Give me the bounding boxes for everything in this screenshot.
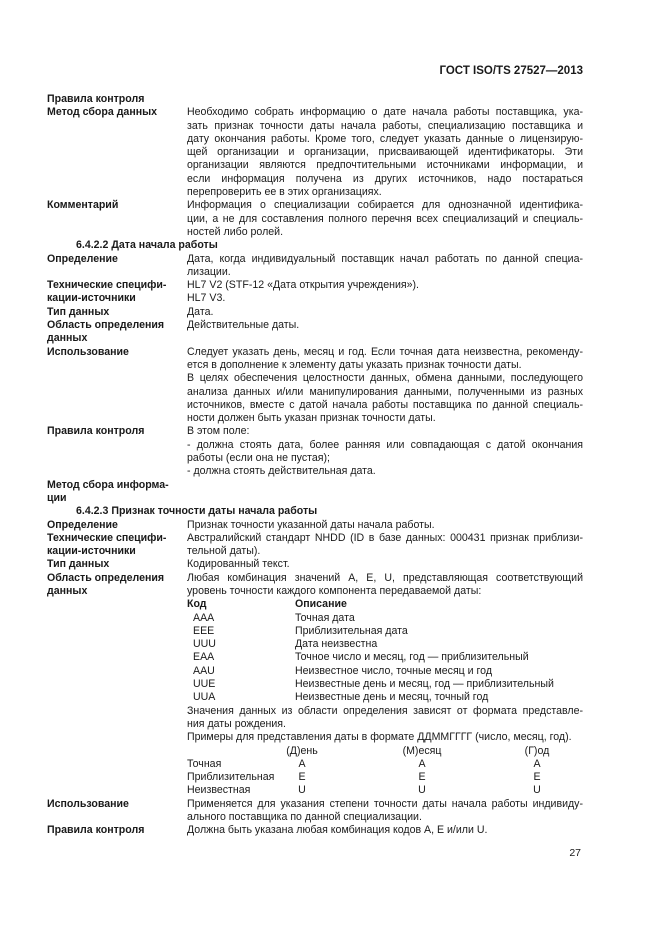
example-cell: [187, 745, 282, 758]
field-label-line: кации-источники: [47, 545, 136, 558]
field-label-line: Правила контроля: [47, 93, 145, 105]
paragraph: [187, 279, 583, 292]
text-line: Должна быть указана любая комбинация кодов A, E и/или U.: [187, 824, 488, 837]
text-line: щей организации и организации, присваивающей идентификаторы. Эти: [187, 146, 583, 159]
document-body: [47, 93, 583, 838]
text-line: Действительные даты.: [187, 319, 300, 332]
field-row: [47, 558, 583, 571]
field-row: [47, 93, 583, 106]
field-label: [47, 346, 187, 426]
field-label: [47, 479, 187, 506]
text-line: перепроверить ее в этих организациях.: [187, 186, 382, 199]
example-cell: E: [533, 771, 541, 784]
code-table-row: [187, 612, 583, 625]
paragraph: [187, 425, 583, 438]
text-line: зать признак точности даты начала работы, специализацию поставщика и: [187, 119, 583, 132]
field-label-line: Использование: [47, 797, 129, 810]
text-line: Применяется для указания степени точности даты начала работы индивиду-: [187, 797, 583, 810]
paragraph: [187, 519, 583, 532]
field-label: [47, 519, 187, 532]
paragraph: [187, 319, 583, 332]
text-line: дату окончания работы. Кроме того, следует указать данные о лицензирую-: [187, 132, 583, 145]
paragraph: [187, 572, 583, 599]
field-value: [187, 519, 583, 532]
field-value: [187, 253, 583, 280]
field-label-line: Определение: [47, 252, 118, 265]
field-row: [47, 824, 583, 837]
text-line: В целях обеспечения целостности данных, обмена данными, последующего: [187, 372, 583, 385]
code-table-header: [187, 598, 583, 611]
field-label-line: Правила контроля: [47, 425, 145, 438]
field-row: [47, 798, 583, 825]
text-line: тельной даты).: [187, 545, 261, 558]
column-header: Код: [187, 598, 207, 611]
code-cell: EEE: [193, 624, 215, 637]
field-row: [47, 479, 583, 506]
paragraph: [187, 798, 583, 825]
text-line: источников, вместе с датой начала работы поставщика по данной специаль-: [187, 398, 583, 411]
field-row: [47, 106, 583, 199]
example-cell: A: [298, 757, 306, 770]
example-cell: (Г)од: [524, 744, 550, 757]
description-cell: Точное число и месяц, год — приблизительный: [295, 651, 529, 664]
field-label: [47, 798, 187, 825]
text-line: - должна стоять действительная дата.: [187, 465, 376, 478]
description-cell: Неизвестные день и месяц, год — приблизительный: [295, 678, 554, 691]
code-cell: UUE: [193, 678, 216, 691]
text-line: ностей либо ролей.: [187, 225, 284, 238]
field-row: [47, 519, 583, 532]
field-value: [187, 279, 583, 306]
paragraph: [187, 532, 583, 559]
paragraph: [187, 705, 583, 732]
code-table-row: [187, 665, 583, 678]
paragraph: [187, 253, 583, 280]
field-label: [47, 425, 187, 478]
paragraph: [187, 346, 583, 373]
field-value: [187, 346, 583, 426]
description-cell: Точная дата: [295, 611, 355, 624]
field-label-line: Технические специфи-: [47, 531, 167, 544]
field-label-line: данных: [47, 584, 88, 597]
field-label: [47, 319, 187, 346]
text-line: ности должен быть указан признак точности даты.: [187, 412, 436, 425]
field-row: [47, 425, 583, 478]
paragraph: [187, 439, 583, 466]
text-line: ния даты рождения.: [187, 717, 286, 730]
text-line: Необходимо собрать информацию о дате начала работы поставщика, ука-: [187, 106, 583, 119]
field-label: [47, 199, 187, 239]
field-label: [47, 106, 187, 199]
paragraph: [187, 306, 583, 319]
field-value: [187, 572, 583, 798]
paragraph: [187, 199, 583, 239]
field-value: [187, 93, 583, 106]
paragraph: [187, 372, 583, 425]
paragraph: [187, 558, 583, 571]
example-cell: A: [418, 757, 426, 770]
section-heading: 6.4.2.3 Признак точности даты начала работы: [76, 505, 318, 518]
field-label-line: кации-источники: [47, 292, 136, 305]
code-table-row: [187, 651, 583, 664]
code-table-row: [187, 638, 583, 651]
field-label-line: Технические специфи-: [47, 279, 167, 292]
paragraph: [187, 292, 583, 305]
field-label-line: данных: [47, 332, 88, 345]
example-cell: U: [418, 784, 426, 797]
field-label: [47, 306, 187, 319]
text-line: уровень точности каждого компонента передаваемой даты:: [187, 584, 482, 597]
code-cell: AAA: [193, 611, 215, 624]
field-value: [187, 798, 583, 825]
field-label-line: Тип данных: [47, 305, 110, 318]
field-label-line: Определение: [47, 518, 118, 531]
text-line: Дата.: [187, 305, 214, 318]
field-value: [187, 199, 583, 239]
text-line: ции, а не для составления полного перечня всех специализаций и специаль-: [187, 212, 583, 225]
field-row: [47, 346, 583, 426]
field-label-line: ции: [47, 491, 67, 504]
paragraph: [187, 106, 583, 199]
column-header: Описание: [295, 598, 347, 611]
text-line: HL7 V3.: [187, 292, 226, 305]
example-table: [187, 745, 583, 798]
field-label-line: Метод сбора информа-: [47, 478, 169, 491]
description-cell: Неизвестное число, точные месяц и год: [295, 664, 493, 677]
paragraph: [187, 824, 583, 837]
code-table-row: [187, 625, 583, 638]
field-label: [47, 572, 187, 798]
description-cell: Дата неизвестна: [295, 638, 378, 651]
field-value: [187, 824, 583, 837]
field-label: [47, 93, 187, 106]
text-line: работы (если она не пустая);: [187, 452, 330, 465]
example-cell: U: [298, 784, 306, 797]
example-cell: A: [533, 757, 541, 770]
text-line: - должна стоять дата, более ранняя или совпадающая с датой окончания: [187, 438, 583, 451]
field-value: [187, 479, 583, 506]
description-cell: Приблизительная дата: [295, 624, 408, 637]
field-value: [187, 106, 583, 199]
text-line: Австралийский стандарт NHDD (ID в базе данных: 000431 признак приблизи-: [187, 531, 583, 544]
section-heading: 6.4.2.2 Дата начала работы: [76, 239, 218, 252]
paragraph: [187, 731, 583, 744]
example-table-header: [187, 745, 583, 758]
example-table-row: [187, 784, 583, 797]
page-number: 27: [569, 847, 581, 859]
field-label-line: Область определения: [47, 319, 165, 332]
example-cell: (М)есяц: [402, 744, 442, 757]
field-value: [187, 558, 583, 571]
document-header: ГОСТ ISO/TS 27527—2013: [439, 65, 583, 77]
text-line: анализа данных и/или манипулирования данными, полученными из разных: [187, 385, 583, 398]
field-row: [47, 572, 583, 798]
field-row: [47, 306, 583, 319]
field-row: [47, 253, 583, 280]
example-cell: Точная: [187, 757, 222, 770]
field-row: [47, 319, 583, 346]
text-line: Примеры для представления даты в формате ДДММГГГГ (число, месяц, год).: [187, 731, 572, 744]
field-label-line: Правила контроля: [47, 824, 145, 837]
text-line: Дата, когда индивидуальный поставщик начал работать по данной специа-: [187, 252, 583, 265]
example-table-row: [187, 771, 583, 784]
code-cell: UUA: [193, 691, 216, 704]
code-cell: UUU: [193, 638, 216, 651]
field-value: [187, 532, 583, 559]
code-cell: AAU: [193, 664, 215, 677]
text-line: Признак точности указанной даты начала работы.: [187, 518, 435, 531]
text-line: лизации.: [187, 265, 231, 278]
field-label: [47, 824, 187, 837]
text-line: ется в дополнение к элементу даты указать признак точности даты.: [187, 358, 522, 371]
code-cell: EAA: [193, 651, 215, 664]
field-label-line: Область определения: [47, 571, 165, 584]
text-line: HL7 V2 (STF-12 «Дата открытия учреждения»).: [187, 279, 419, 292]
text-line: Кодированный текст.: [187, 558, 290, 571]
field-value: [187, 319, 583, 346]
field-row: [47, 279, 583, 306]
field-value: [187, 306, 583, 319]
field-label: [47, 558, 187, 571]
field-label-line: Тип данных: [47, 558, 110, 571]
paragraph: [187, 465, 583, 478]
example-cell: U: [533, 784, 541, 797]
example-table-row: [187, 758, 583, 771]
example-cell: (Д)ень: [286, 744, 318, 757]
field-label-line: Использование: [47, 345, 129, 358]
description-cell: Неизвестные день и месяц, точный год: [295, 691, 489, 704]
text-line: Значения данных из области определения зависят от формата представле-: [187, 704, 583, 717]
field-row: [47, 199, 583, 239]
example-cell: E: [298, 771, 306, 784]
field-row: [47, 532, 583, 559]
field-label: [47, 253, 187, 280]
example-cell: Неизвестная: [187, 784, 251, 797]
text-line: если информация получена из других источников, надо постараться: [187, 172, 583, 185]
code-table: [187, 598, 583, 704]
text-line: ального поставщика по данной специализации.: [187, 811, 422, 824]
field-label-line: Комментарий: [47, 199, 119, 212]
field-label: [47, 279, 187, 306]
example-cell: Приблизительная: [187, 771, 275, 784]
example-cell: E: [418, 771, 426, 784]
text-line: В этом поле:: [187, 425, 250, 438]
field-label: [47, 532, 187, 559]
text-line: Любая комбинация значений A, E, U, представляющая соответствующий: [187, 571, 583, 584]
field-value: [187, 425, 583, 478]
code-table-row: [187, 691, 583, 704]
code-table-row: [187, 678, 583, 691]
text-line: организации являются предпочтительными источниками информации, и: [187, 159, 583, 172]
field-label-line: Метод сбора данных: [47, 106, 158, 119]
text-line: Информация о специализации собирается для однозначной идентифика-: [187, 199, 583, 212]
text-line: Следует указать день, месяц и год. Если точная дата неизвестна, рекоменду-: [187, 345, 583, 358]
